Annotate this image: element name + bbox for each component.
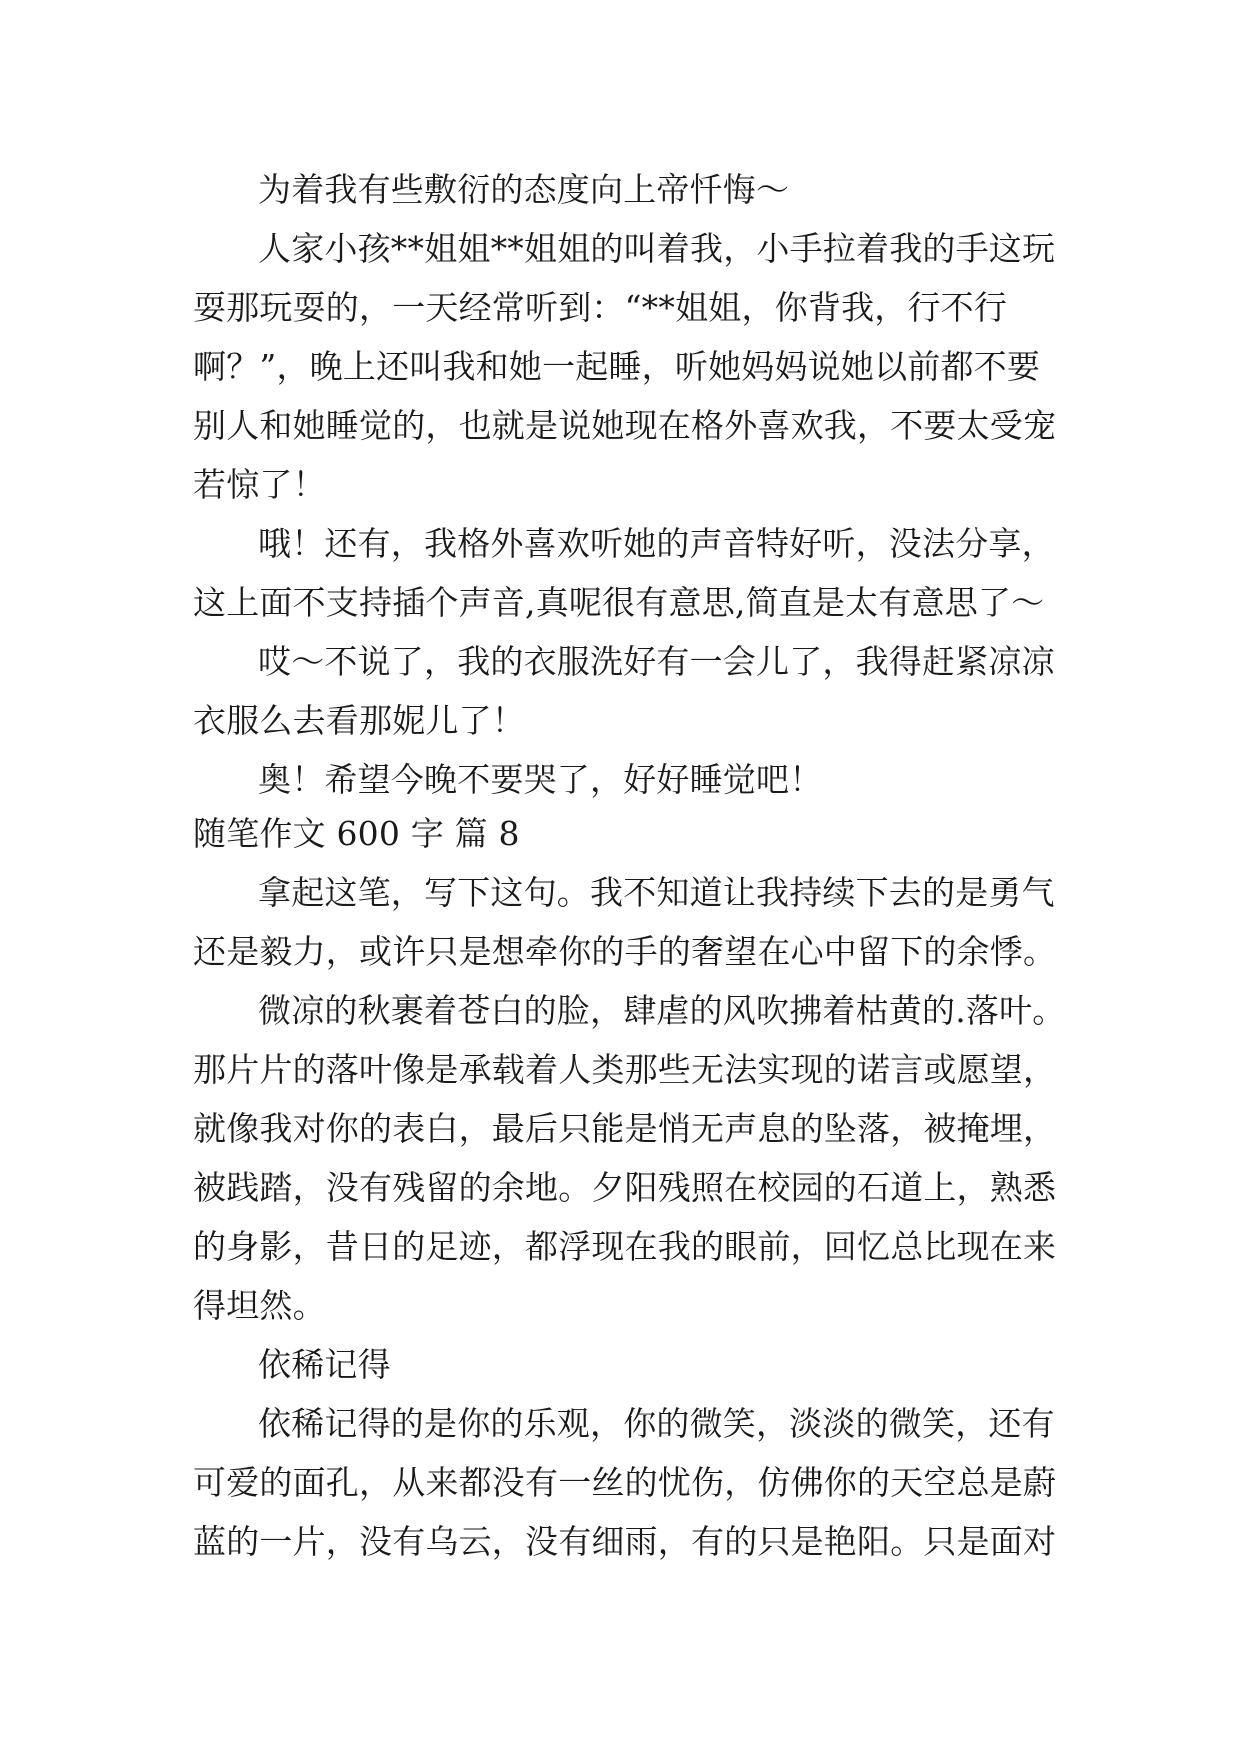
paragraph-line: 蓝的一片，没有乌云，没有细雨，有的只是艳阳。只是面对 xyxy=(193,1522,1057,1561)
paragraph-line: 就像我对你的表白，最后只能是悄无声息的坠落，被掩埋， xyxy=(193,1109,1057,1148)
paragraph-line: 拿起这笔，写下这句。我不知道让我持续下去的是勇气 xyxy=(258,873,1055,912)
paragraph-line: 还是毅力，或许只是想牵你的手的奢望在心中留下的余悸。 xyxy=(193,932,1057,971)
paragraph-line: 人家小孩**姐姐**姐姐的叫着我，小手拉着我的手这玩 xyxy=(258,229,1056,268)
paragraph-line: 得坦然。 xyxy=(193,1286,326,1325)
paragraph-line: 哎～不说了，我的衣服洗好有一会儿了，我得赶紧凉凉 xyxy=(258,642,1055,681)
paragraph-line: 衣服么去看那妮儿了！ xyxy=(193,701,525,740)
paragraph-line: 依稀记得的是你的乐观，你的微笑，淡淡的微笑，还有 xyxy=(258,1404,1055,1443)
paragraph-line: 可爱的面孔，从来都没有一丝的忧伤，仿佛你的天空总是蔚 xyxy=(193,1463,1057,1502)
paragraph-line: 哦！还有，我格外喜欢听她的声音特好听，没法分享， xyxy=(258,524,1055,563)
subheading: 依稀记得 xyxy=(258,1345,391,1384)
paragraph-line: 别人和她睡觉的，也就是说她现在格外喜欢我，不要太受宠 xyxy=(193,406,1057,445)
paragraph-line: 被践踏，没有残留的余地。夕阳残照在校园的石道上，熟悉 xyxy=(193,1168,1057,1207)
paragraph-line: 奥！希望今晚不要哭了，好好睡觉吧！ xyxy=(258,760,823,799)
paragraph-line: 啊？”，晚上还叫我和她一起睡，听她妈妈说她以前都不要 xyxy=(193,347,1041,386)
paragraph-line: 耍那玩耍的，一天经常听到：“**姐姐，你背我，行不行 xyxy=(193,288,1008,327)
paragraph-line: 的身影，昔日的足迹，都浮现在我的眼前，回忆总比现在来 xyxy=(193,1227,1057,1266)
paragraph-line: 若惊了！ xyxy=(193,465,326,504)
paragraph-line: 为着我有些敷衍的态度向上帝忏悔～ xyxy=(258,170,790,209)
section-heading: 随笔作文 600 字 篇 8 xyxy=(193,814,520,853)
paragraph-line: 这上面不支持插个声音,真呢很有意思,简直是太有意思了～ xyxy=(193,583,1045,622)
paragraph-line: 那片片的落叶像是承载着人类那些无法实现的诺言或愿望， xyxy=(193,1050,1057,1089)
paragraph-line: 微凉的秋裹着苍白的脸，肆虐的风吹拂着枯黄的.落叶。 xyxy=(258,991,1066,1030)
